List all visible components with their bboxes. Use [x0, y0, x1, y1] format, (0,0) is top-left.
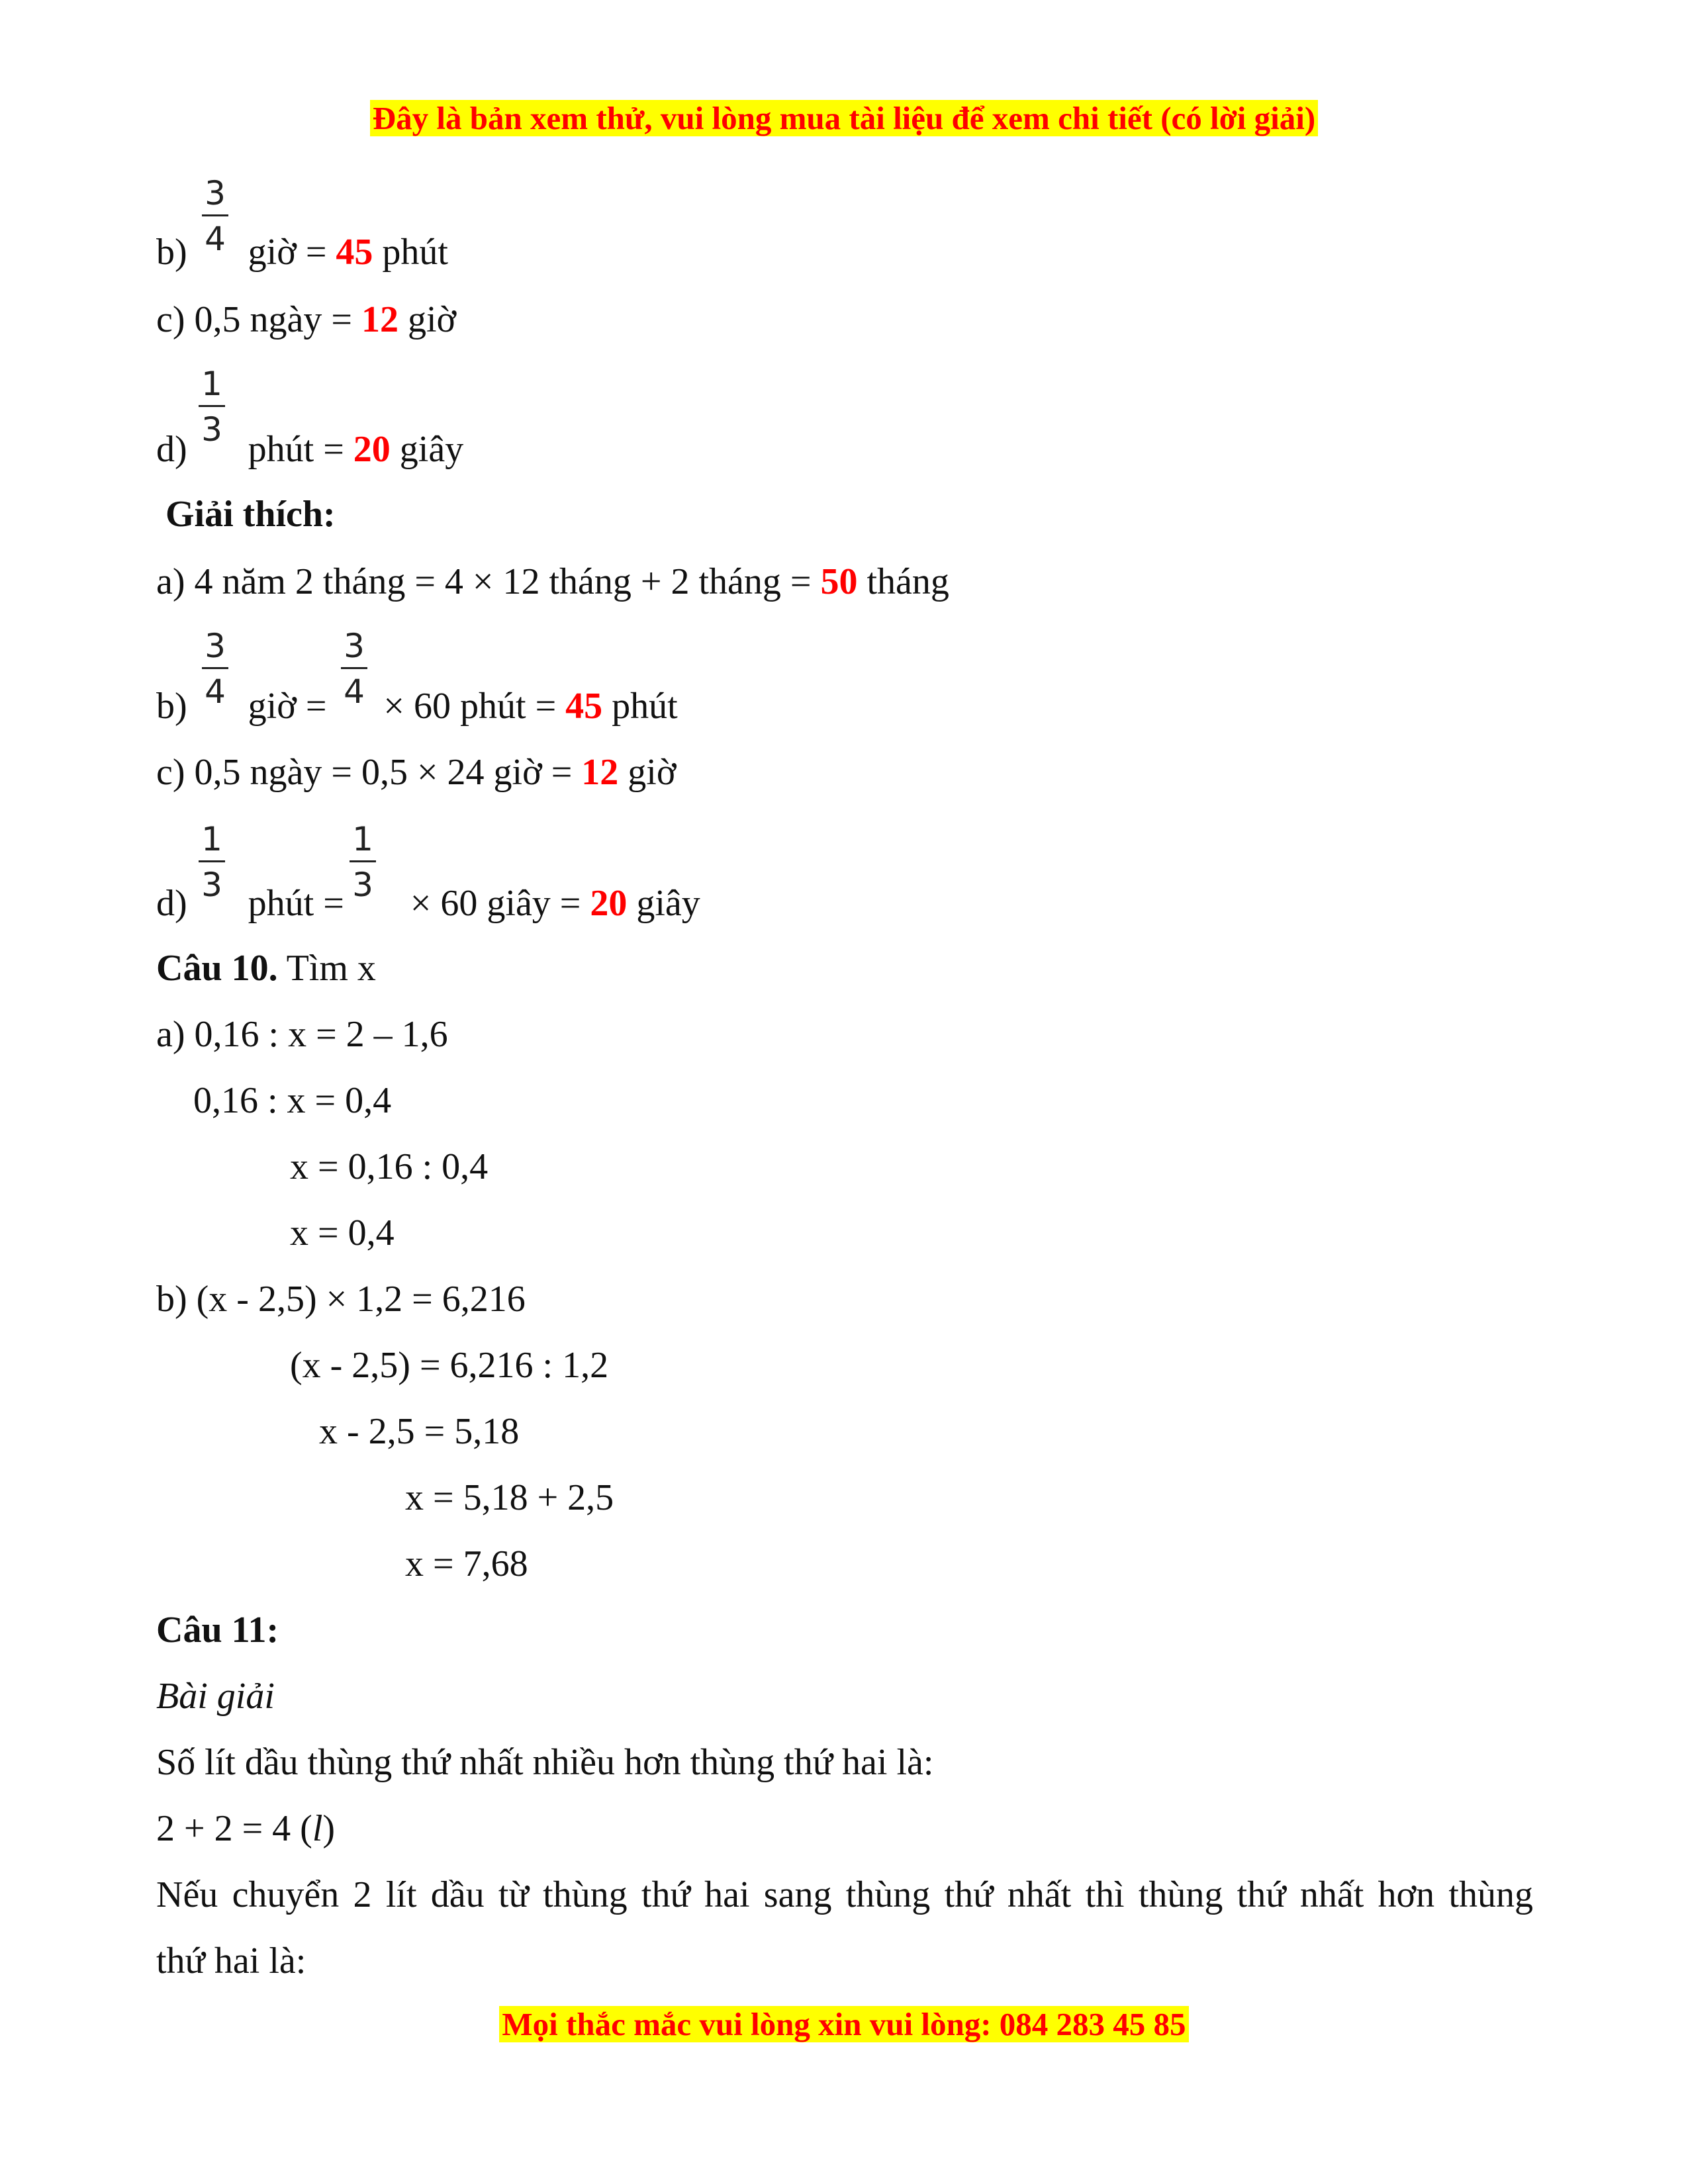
solution-heading: Bài giải	[156, 1676, 275, 1717]
solution-text: thứ hai là:	[156, 1940, 306, 1981]
answer-b-value: 45	[336, 232, 373, 273]
fraction-denominator: 4	[205, 672, 226, 711]
solution-text: Nếu chuyển 2 lít dầu từ thùng thứ hai sang thùng thứ nhất thì thùng thứ nhất hơn thùng	[156, 1874, 1533, 1915]
explanation-c-unit: giờ	[618, 752, 677, 793]
explanation-heading: Giải thích:	[165, 494, 336, 535]
fraction-denominator: 3	[201, 410, 222, 449]
explanation-b-unit: phút	[602, 686, 678, 727]
fraction-bar	[350, 860, 376, 862]
fraction-numerator: 1	[201, 820, 222, 858]
question-10-label: Câu 10.	[156, 948, 278, 989]
fraction-numerator: 1	[201, 365, 222, 403]
answer-d-text: phút =	[238, 429, 353, 470]
fraction-bar	[199, 405, 225, 407]
fraction-bar	[341, 667, 367, 669]
fraction-denominator: 4	[205, 220, 226, 258]
answer-d	[156, 428, 463, 471]
explanation-c-text: c) 0,5 ngày = 0,5 × 24 giờ =	[156, 752, 582, 793]
calculation-text: 2 + 2 = 4 (	[156, 1808, 312, 1849]
equation-line: x = 7,68	[405, 1543, 528, 1584]
explanation-a-text: a) 4 năm 2 tháng = 4 × 12 tháng + 2 tháng =	[156, 561, 821, 602]
preview-banner	[0, 99, 1688, 138]
fraction-numerator: 3	[205, 174, 226, 212]
explanation-b-value: 45	[565, 686, 603, 727]
answer-b-text: giờ =	[238, 232, 336, 273]
question-10-title: Tìm x	[277, 948, 376, 989]
solution-calculation	[156, 1807, 335, 1850]
equation-line: x - 2,5 = 5,18	[319, 1411, 520, 1452]
explanation-b-text: giờ =	[238, 686, 336, 727]
calculation-text: )	[322, 1808, 336, 1849]
fraction-numerator: 1	[352, 820, 373, 858]
fraction-numerator: 3	[344, 627, 365, 665]
question-11-heading: Câu 11:	[156, 1610, 279, 1651]
explanation-a-value: 50	[820, 561, 858, 602]
explanation-d-value: 20	[590, 883, 628, 924]
answer-b	[156, 230, 448, 274]
explanation-b	[156, 684, 678, 728]
explanation-a	[156, 560, 949, 604]
contact-banner-text: Mọi thắc mắc vui lòng xin vui lòng: 084 283 45 85	[499, 2006, 1188, 2042]
answer-b-unit: phút	[373, 232, 448, 273]
answer-d-prefix: d)	[156, 429, 197, 470]
answer-c-unit: giờ	[398, 299, 457, 340]
explanation-d-text: × 60 giây =	[400, 883, 590, 924]
explanation-d-unit: giây	[627, 883, 700, 924]
answer-d-unit: giây	[390, 429, 464, 470]
explanation-b-text: × 60 phút =	[374, 686, 566, 727]
fraction-numerator: 3	[205, 627, 226, 665]
answer-c	[156, 298, 456, 341]
explanation-c-value: 12	[581, 752, 619, 793]
calculation-unit: l	[312, 1808, 323, 1849]
fraction-denominator: 4	[344, 672, 365, 711]
question-10-heading	[156, 946, 376, 990]
explanation-d	[156, 882, 700, 925]
equation-line: b) (x - 2,5) × 1,2 = 6,216	[156, 1279, 526, 1320]
solution-text: Số lít dầu thùng thứ nhất nhiều hơn thùng thứ hai là:	[156, 1742, 934, 1783]
equation-line: (x - 2,5) = 6,216 : 1,2	[290, 1345, 609, 1386]
explanation-d-prefix: d)	[156, 883, 197, 924]
fraction-bar	[202, 214, 228, 216]
answer-c-value: 12	[361, 299, 399, 340]
equation-line: a) 0,16 : x = 2 – 1,6	[156, 1014, 448, 1055]
answer-c-text: c) 0,5 ngày =	[156, 299, 361, 340]
fraction-denominator: 3	[352, 866, 373, 904]
equation-line: 0,16 : x = 0,4	[193, 1080, 392, 1121]
answer-d-value: 20	[353, 429, 391, 470]
answer-b-prefix: b)	[156, 232, 197, 273]
preview-banner-text: Đây là bản xem thử, vui lòng mua tài liệu để xem chi tiết (có lời giải)	[370, 100, 1318, 136]
fraction-denominator: 3	[201, 866, 222, 904]
equation-line: x = 5,18 + 2,5	[405, 1477, 614, 1518]
explanation-d-text: phút =	[238, 883, 353, 924]
equation-line: x = 0,4	[290, 1212, 395, 1253]
explanation-a-unit: tháng	[857, 561, 949, 602]
fraction-bar	[202, 667, 228, 669]
contact-banner	[0, 2005, 1688, 2044]
explanation-c	[156, 751, 676, 794]
explanation-b-prefix: b)	[156, 686, 197, 727]
fraction-bar	[199, 860, 225, 862]
equation-line: x = 0,16 : 0,4	[290, 1146, 489, 1187]
